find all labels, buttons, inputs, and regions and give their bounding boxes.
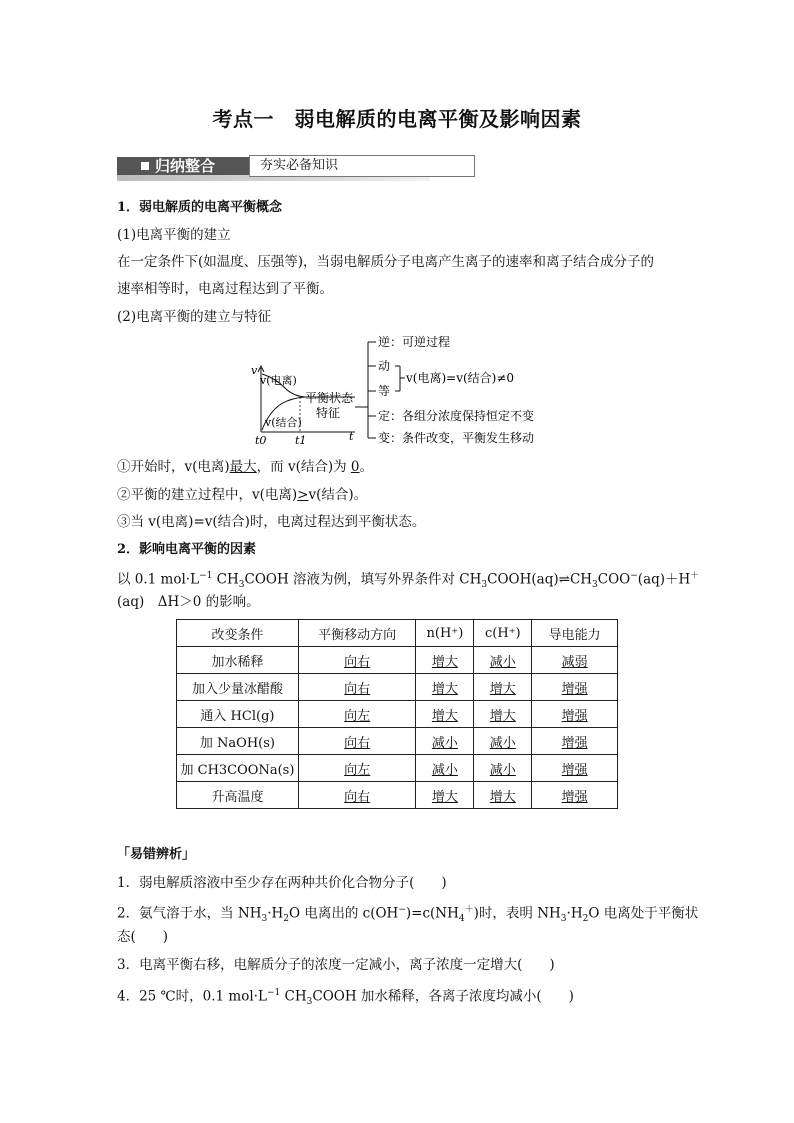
table-row: 加入少量冰醋酸 向右 增大 增大 增强 xyxy=(177,674,618,701)
s1-heading: 1．弱电解质的电离平衡概念 xyxy=(117,200,283,215)
x-axis-label: t xyxy=(349,430,354,443)
feature-ding: 定：各组分浓度保持恒定不变 xyxy=(378,409,535,423)
banner-dark-text: 归纳整合 xyxy=(155,157,216,175)
table-header: 改变条件 xyxy=(177,620,299,647)
error-q2-line1: 2．氨气溶于水，当 $NH_3\cdot H_2O$ 电离出的 $c(OH^-)=c(NH_4^+)$时，表明 $NH_3\cdot H_2O$ 电离处于平衡状 xyxy=(117,905,699,925)
table-row: 加 NaOH(s) 向右 减小 减小 增强 xyxy=(177,728,618,755)
table-header: n(H⁺) xyxy=(416,620,474,647)
s1-sub2: (2)电离平衡的建立与特征 xyxy=(117,309,272,325)
t1-label: t1 xyxy=(295,434,307,447)
error-q2-line2: 态( ) xyxy=(117,929,169,945)
feature-label: 特征 xyxy=(316,406,341,420)
equilibrium-diagram xyxy=(245,330,565,448)
error-q4: 4．25 ℃时，0.1 $mol\cdot L^{-1}$ $CH_3COOH$ 加水稀释，各离子浓度均减小( ) xyxy=(117,988,574,1008)
table-row: 升高温度 向右 增大 增大 增强 xyxy=(177,782,618,809)
point-1: ①开始时，v(电离)最大，而 v(结合)为 0。 xyxy=(117,459,374,475)
y-axis-label: v xyxy=(251,364,258,377)
table-header: 平衡移动方向 xyxy=(298,620,416,647)
feature-deng: 等 xyxy=(378,384,391,398)
influence-table xyxy=(176,619,618,809)
point-3: ③当 v(电离)=v(结合)时，电离过程达到平衡状态。 xyxy=(117,514,426,530)
feature-ni: 逆：可逆过程 xyxy=(378,335,451,349)
error-q1: 1．弱电解质溶液中至少存在两种共价化合物分子( ) xyxy=(117,875,447,891)
feature-dong: 动 xyxy=(378,359,391,373)
corner-bracket-left-icon: 「 xyxy=(117,847,131,862)
s1-p1-line2: 速率相等时，电离过程达到了平衡。 xyxy=(117,281,333,297)
section-banner xyxy=(117,155,430,181)
feature-bian: 变：条件改变，平衡发生移动 xyxy=(378,431,535,445)
corner-bracket-right-icon: 」 xyxy=(182,847,196,862)
s1-sub1: (1)电离平衡的建立 xyxy=(117,227,231,243)
table-row: 通入 HCl(g) 向左 增大 增大 增强 xyxy=(177,701,618,728)
s2-heading: 2．影响电离平衡的因素 xyxy=(117,542,257,557)
table-row: 加水稀释 向右 增大 减小 减弱 xyxy=(177,647,618,674)
table-row: 加 CH3COONa(s) 向左 减小 减小 增强 xyxy=(177,755,618,782)
s2-intro-line1: 以 0.1 $mol\cdot L^{-1}$ $CH_3COOH$ 溶液为例，填写外界条件对 $CH_3COOH(aq)\rightleftharpoons CH_3COO^-(aq)+H^+$ xyxy=(117,571,700,591)
banner-light-label: 夯实必备知识 xyxy=(249,155,475,177)
brace-text: v(电离)=v(结合)≠0 xyxy=(406,371,515,385)
table-header-row xyxy=(177,620,618,647)
square-bullet-icon xyxy=(141,162,149,170)
curve-lower-label: v(结合) xyxy=(265,416,302,429)
errors-heading: 「易错辨析」 xyxy=(117,847,196,862)
point-2: ②平衡的建立过程中，v(电离)>v(结合)。 xyxy=(117,487,368,503)
curve-upper-label: v(电离) xyxy=(260,374,297,387)
page-title: 考点一 弱电解质的电离平衡及影响因素 xyxy=(212,107,582,131)
t0-label: t0 xyxy=(255,434,267,447)
s1-p1-line1: 在一定条件下(如温度、压强等)，当弱电解质分子电离产生离子的速率和离子结合成分子的 xyxy=(117,254,655,270)
error-q3: 3．电离平衡右移，电解质分子的浓度一定减小，离子浓度一定增大( ) xyxy=(117,957,555,973)
answer-max: 最大 xyxy=(229,459,257,475)
banner-dark-label xyxy=(117,157,249,175)
table-header: c(H⁺) xyxy=(474,620,532,647)
answer-greater: > xyxy=(297,487,309,503)
equilibrium-arrow-icon: ⇌ xyxy=(558,571,570,588)
state-label: 平衡状态 xyxy=(305,391,354,405)
s2-intro-line2: (aq) ΔH＞0 的影响。 xyxy=(117,594,260,610)
answer-zero: 0 xyxy=(350,459,360,475)
table-header: 导电能力 xyxy=(532,620,618,647)
